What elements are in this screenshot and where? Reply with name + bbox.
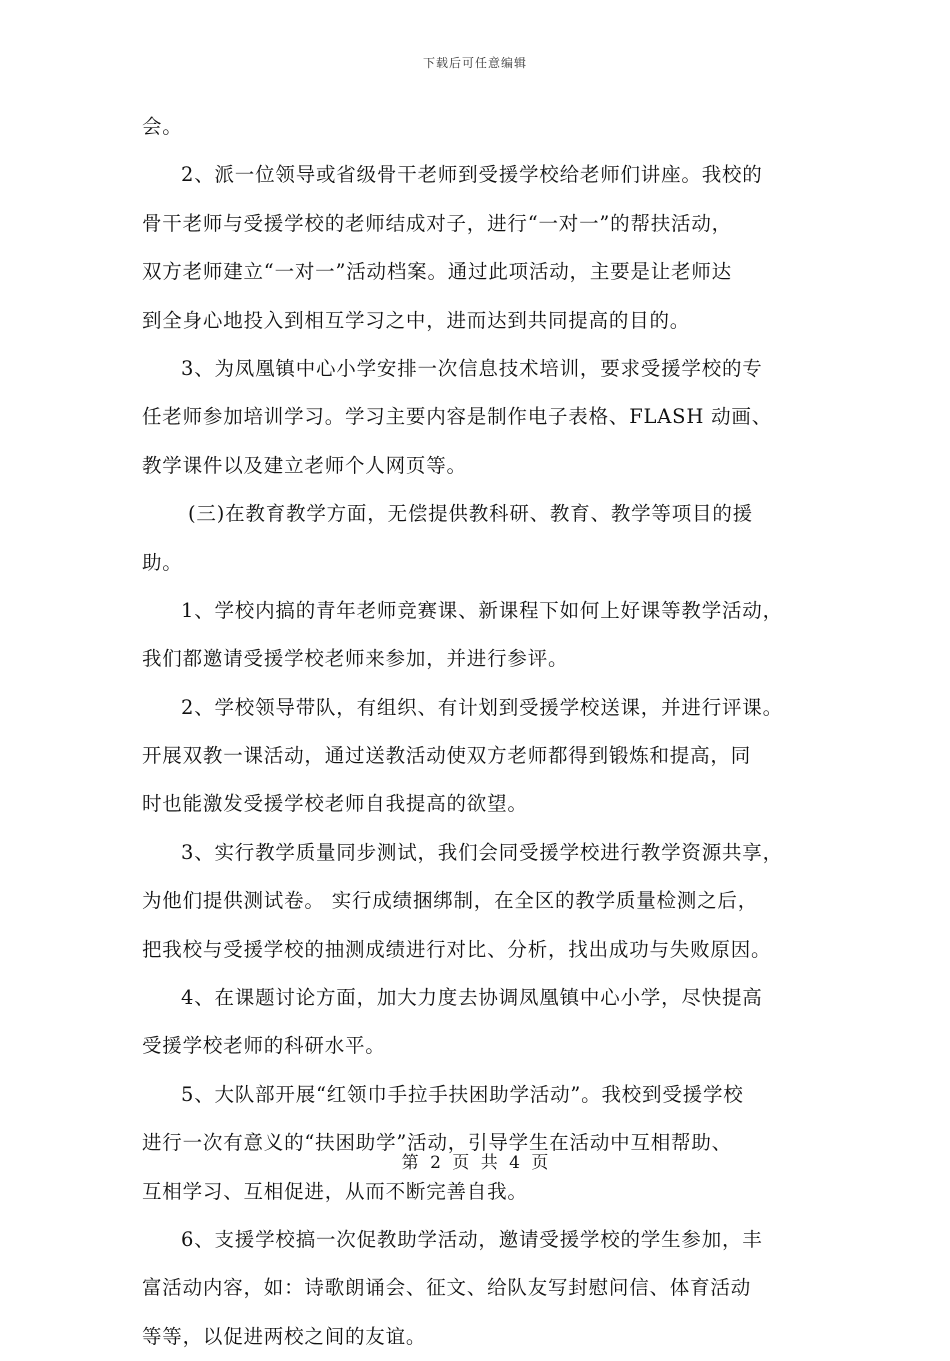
section-heading-line: (三)在教育教学方面，无偿提供教科研、教育、教学等项目的援	[188, 502, 753, 526]
paragraph-start-line: 3、实行教学质量同步测试，我们会同受援学校进行教学资源共享，	[181, 840, 783, 864]
page-footer: 第 2 页 共 4 页	[401, 1153, 549, 1173]
text-line: 骨干老师与受援学校的老师结成对子，进行“一对一”的帮扶活动，	[142, 211, 732, 235]
text-line: 受援学校老师的科研水平。	[142, 1034, 386, 1058]
text-line: 时也能激发受援学校老师自我提高的欲望。	[142, 792, 528, 816]
paragraph-start-line: 4、在课题讨论方面，加大力度去协调凤凰镇中心小学，尽快提高	[181, 986, 763, 1010]
paragraph-start-line: 6、支援学校搞一次促教助学活动，邀请受援学校的学生参加，丰	[181, 1227, 763, 1251]
text-line: 把我校与受援学校的抽测成绩进行对比、分析，找出成功与失败原因。	[142, 937, 772, 961]
paragraph-start-line: 2、学校领导带队，有组织、有计划到受援学校送课，并进行评课。	[181, 695, 783, 719]
text-line: 我们都邀请受援学校老师来参加，并进行参评。	[142, 647, 569, 671]
text-line: 开展双教一课活动，通过送教活动使双方老师都得到锻炼和提高，同	[142, 744, 752, 768]
text-line: 为他们提供测试卷。 实行成绩捆绑制，在全区的教学质量检测之后，	[142, 889, 758, 913]
paragraph-start-line: 5、大队部开展“红领巾手拉手扶困助学活动”。我校到受援学校	[181, 1082, 744, 1106]
paragraph-start-line: 3、为凤凰镇中心小学安排一次信息技术培训，要求受援学校的专	[181, 356, 763, 380]
text-line: 等等，以促进两校之间的友谊。	[142, 1324, 427, 1348]
text-line: 任老师参加培训学习。学习主要内容是制作电子表格、FLASH 动画、	[142, 405, 773, 429]
paragraph-start-line: 1、学校内搞的青年老师竞赛课、新课程下如何上好课等教学活动，	[181, 598, 783, 622]
text-line: 助。	[142, 550, 183, 574]
text-line: 互相学习、互相促进，从而不断完善自我。	[142, 1179, 528, 1203]
paragraph-start-line: 2、派一位领导或省级骨干老师到受援学校给老师们讲座。我校的	[181, 163, 763, 187]
text-line: 双方老师建立“一对一”活动档案。通过此项活动，主要是让老师达	[142, 260, 732, 284]
text-line: 到全身心地投入到相互学习之中，进而达到共同提高的目的。	[142, 308, 691, 332]
text-line: 会。	[142, 115, 183, 138]
text-line: 富活动内容，如：诗歌朗诵会、征文、给队友写封慰问信、体育活动	[142, 1276, 752, 1300]
page-header: 下载后可任意编辑	[422, 56, 527, 70]
text-line: 进行一次有意义的“扶困助学”活动，引导学生在活动中互相帮助、	[142, 1131, 732, 1155]
text-line: 教学课件以及建立老师个人网页等。	[142, 453, 467, 477]
